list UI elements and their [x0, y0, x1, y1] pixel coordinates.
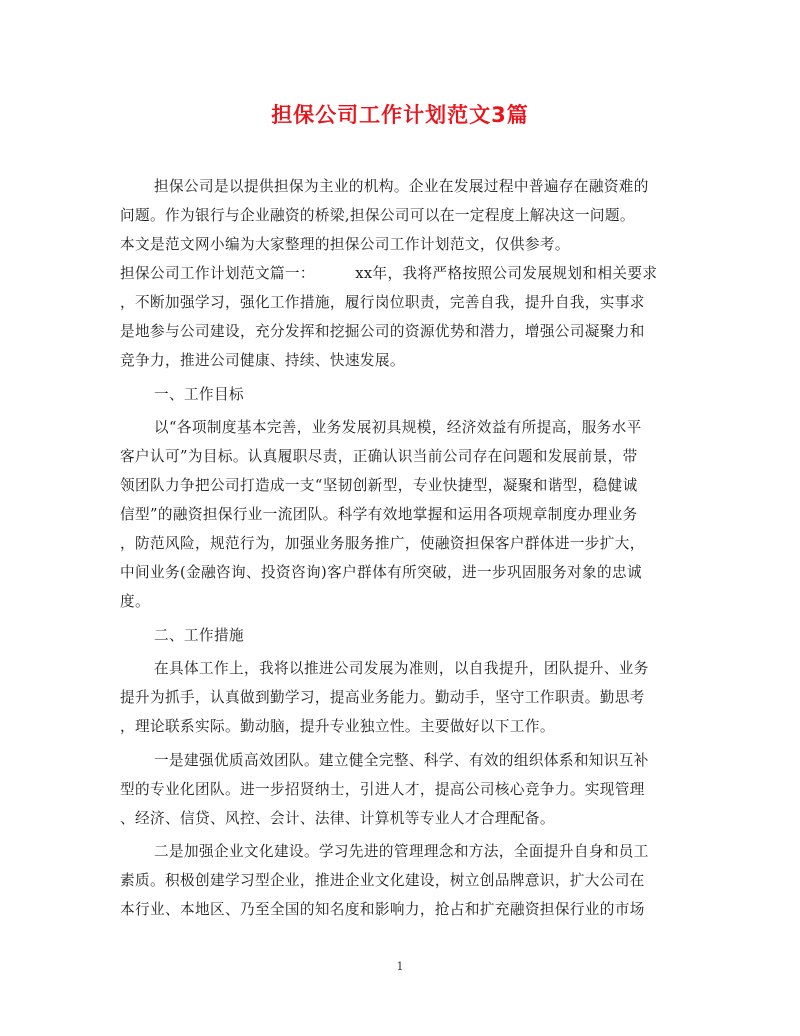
paragraph-line: 二是加强企业文化建设。学习先进的管理理念和方法，全面提升自身和员工: [154, 843, 649, 860]
document-title: 担保公司工作计划范文3篇: [271, 103, 529, 127]
paragraph-line: 提升为抓手，认真做到勤学习，提高业务能力。勤动手，坚守工作职责。勤思考: [120, 689, 645, 706]
paragraph-line: 度。: [120, 593, 150, 610]
paragraph-line: 素质。积极创建学习型企业，推进企业文化建设，树立创品牌意识，扩大公司在: [120, 872, 645, 889]
paragraph-line: 担保公司是以提供担保为主业的机构。企业在发展过程中普遍存在融资难的: [154, 178, 649, 195]
section-heading: 二、工作措施: [154, 626, 244, 644]
paragraph-line: 担保公司工作计划范文篇一： xx年，我将严格按照公司发展规划和相关要求: [120, 265, 658, 282]
paragraph-line: 客户认可”为目标。认真履职尽责，正确认识当前公司存在问题和发展前景，带: [120, 448, 638, 465]
paragraph-line: ，防范风险，规范行为，加强业务服务推广，使融资担保客户群体进一步扩大，: [120, 535, 645, 552]
page-number: 1: [396, 960, 404, 973]
paragraph-line: 一是建强优质高效团队。建立健全完整、科学、有效的组织体系和知识互补: [154, 751, 649, 769]
document-body: [120, 172, 690, 924]
paragraph-line: 问题。作为银行与企业融资的桥梁,担保公司可以在一定程度上解决这一问题。: [120, 207, 635, 224]
section-heading: 一、工作目标: [154, 385, 244, 403]
paragraph-line: 型的专业化团队。进一步招贤纳士，引进人才，提高公司核心竞争力。实现管理: [120, 780, 645, 798]
paragraph-line: 中间业务(金融咨询、投资咨询)客户群体有所突破，进一步巩固服务对象的忠诚: [120, 564, 642, 581]
paragraph-line: ，理论联系实际。勤动脑，提升专业独立性。主要做好以下工作。: [120, 718, 555, 735]
paragraph-line: 本行业、本地区、乃至全国的知名度和影响力，抢占和扩充融资担保行业的市场: [120, 901, 645, 918]
paragraph-line: 在具体工作上，我将以推进公司发展为准则，以自我提升，团队提升、业务: [154, 660, 649, 677]
paragraph-line: 是地参与公司建设，充分发挥和挖掘公司的资源优势和潜力，增强公司凝聚力和: [120, 323, 645, 340]
paragraph-line: 竞争力，推进公司健康、持续、快速发展。: [120, 352, 405, 369]
paragraph-line: 本文是范文网小编为大家整理的担保公司工作计划范文，仅供参考。: [120, 236, 570, 253]
paragraph-line: ，不断加强学习，强化工作措施，履行岗位职责，完善自我，提升自我，实事求: [120, 294, 645, 311]
paragraph-line: 、经济、信贷、风控、会计、法律、计算机等专业人才合理配备。: [120, 809, 555, 827]
paragraph-line: 领团队力争把公司打造成一支“坚韧创新型，专业快捷型，凝聚和谐型，稳健诚: [120, 477, 638, 494]
paragraph-line: 以“各项制度基本完善，业务发展初具规模，经济效益有所提高，服务水平: [154, 419, 642, 436]
paragraph-line: 信型”的融资担保行业一流团队。科学有效地掌握和运用各项规章制度办理业务: [120, 506, 638, 523]
